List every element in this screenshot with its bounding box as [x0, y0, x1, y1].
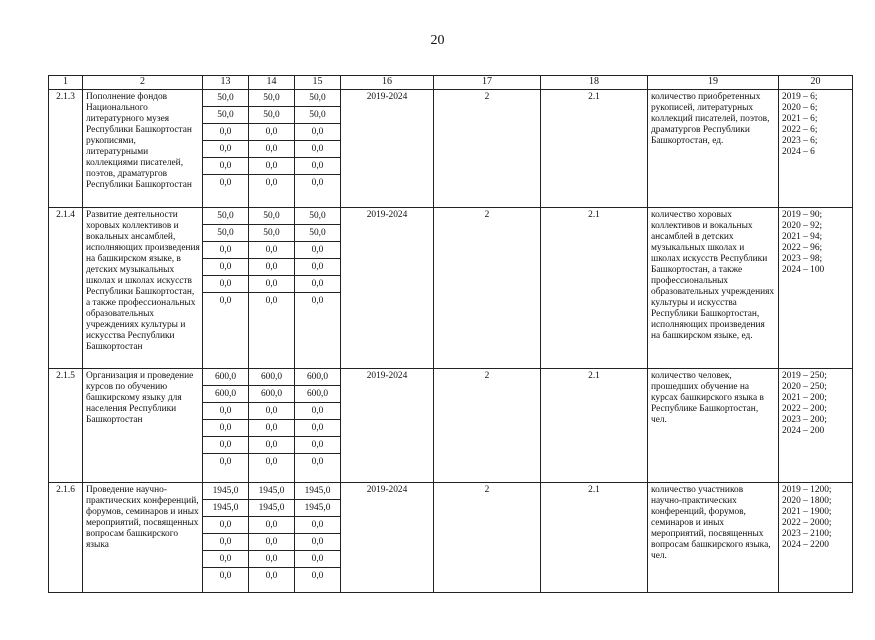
funding-value: 0,0 [249, 403, 294, 420]
funding-value: 0,0 [311, 570, 324, 581]
funding-value: 0,0 [249, 551, 294, 568]
funding-value: 0,0 [203, 534, 248, 551]
item-name: Развитие деятельности хоровых коллективов и вокальных ансамблей, исполняющих произведения на башкирском языке, в детских музыкальных школах и школах искусств Республики Башкортостан, а также профессиональных образовательных учреждениях культуры и искусства Республики Башкортостан [83, 208, 203, 369]
column-17-value: 2 [434, 483, 541, 593]
funding-value: 50,0 [295, 107, 340, 124]
funding-value: 600,0 [203, 369, 248, 386]
funding-value: 1945,0 [203, 483, 248, 500]
implementation-period: 2019-2024 [341, 90, 434, 208]
funding-value: 0,0 [295, 259, 340, 276]
target-value: 2020 – 92; [782, 221, 823, 231]
funding-value: 0,0 [203, 242, 248, 259]
target-values [779, 369, 853, 483]
target-value: 2019 – 90; [782, 210, 823, 220]
column-header-19: 19 [648, 76, 779, 90]
column-18-value: 2.1 [541, 208, 648, 369]
funding-value: 0,0 [249, 437, 294, 454]
target-value: 2024 – 6 [782, 147, 815, 157]
funding-value: 0,0 [311, 456, 324, 467]
funding-value: 0,0 [295, 276, 340, 293]
funding-value: 0,0 [311, 177, 324, 188]
item-name: Проведение научно-практических конференций, форумов, семинаров и иных мероприятий, посвященных вопросам башкирского языка [83, 483, 203, 593]
column-header-18: 18 [541, 76, 648, 90]
funding-value: 0,0 [219, 570, 232, 581]
funding-value: 0,0 [203, 551, 248, 568]
funding-column-13 [203, 369, 249, 483]
funding-value: 50,0 [249, 225, 294, 242]
funding-column-15 [295, 369, 341, 483]
target-value: 2023 – 98; [782, 254, 823, 264]
column-17-value: 2 [434, 369, 541, 483]
table-row [49, 90, 853, 208]
implementation-period: 2019-2024 [341, 369, 434, 483]
funding-value: 50,0 [295, 208, 340, 225]
column-header-13: 13 [203, 76, 249, 90]
funding-column-14 [249, 369, 295, 483]
column-17-value: 2 [434, 90, 541, 208]
target-value: 2022 – 96; [782, 243, 823, 253]
item-number: 2.1.4 [49, 208, 83, 369]
funding-value: 0,0 [249, 158, 294, 175]
target-value: 2023 – 200; [782, 415, 827, 425]
funding-value: 1945,0 [249, 500, 294, 517]
column-header-2: 2 [83, 76, 203, 90]
target-value: 2021 – 94; [782, 232, 823, 242]
column-18-value: 2.1 [541, 90, 648, 208]
target-value: 2022 – 6; [782, 125, 818, 135]
funding-value: 600,0 [295, 386, 340, 403]
item-name: Организация и проведение курсов по обучению башкирскому языку для населения Республики Башкортостан [83, 369, 203, 483]
target-value: 2022 – 200; [782, 404, 827, 414]
funding-value: 600,0 [295, 369, 340, 386]
implementation-period: 2019-2024 [341, 208, 434, 369]
funding-column-15 [295, 90, 341, 208]
funding-value: 0,0 [295, 242, 340, 259]
column-header-1: 1 [49, 76, 83, 90]
target-value: 2023 – 6; [782, 136, 818, 146]
column-18-value: 2.1 [541, 483, 648, 593]
target-value: 2024 – 200 [782, 426, 825, 436]
target-value: 2020 – 1800; [782, 496, 832, 506]
item-number: 2.1.3 [49, 90, 83, 208]
funding-column-14 [249, 208, 295, 369]
funding-value: 0,0 [203, 403, 248, 420]
funding-value: 0,0 [295, 534, 340, 551]
funding-value: 0,0 [295, 517, 340, 534]
item-name: Пополнение фондов Национального литературного музея Республики Башкортостан рукописями, литературными коллекциями писателей, поэтов, драматургов Республики Башкортостан [83, 90, 203, 208]
table-row [49, 483, 853, 593]
funding-value: 0,0 [295, 141, 340, 158]
target-value: 2020 – 6; [782, 103, 818, 113]
funding-value: 0,0 [265, 295, 278, 306]
funding-value: 0,0 [249, 259, 294, 276]
table-row [49, 208, 853, 369]
column-17-value: 2 [434, 208, 541, 369]
item-number: 2.1.6 [49, 483, 83, 593]
target-values [779, 208, 853, 369]
target-value: 2022 – 2000; [782, 518, 832, 528]
funding-value: 0,0 [295, 551, 340, 568]
indicator-text: количество человек, прошедших обучение на курсах башкирского языка в Республике Башкортостан, чел. [648, 369, 779, 483]
funding-value: 1945,0 [249, 483, 294, 500]
funding-value: 0,0 [295, 403, 340, 420]
funding-value: 0,0 [203, 158, 248, 175]
funding-column-13 [203, 90, 249, 208]
funding-value: 50,0 [249, 90, 294, 107]
funding-column-14 [249, 90, 295, 208]
item-number: 2.1.5 [49, 369, 83, 483]
funding-column-13 [203, 208, 249, 369]
funding-value: 0,0 [295, 437, 340, 454]
target-value: 2023 – 2100; [782, 529, 832, 539]
funding-value: 0,0 [203, 259, 248, 276]
target-value: 2024 – 100 [782, 265, 825, 275]
funding-column-13 [203, 483, 249, 593]
funding-value: 0,0 [219, 456, 232, 467]
funding-value: 50,0 [203, 107, 248, 124]
indicator-text: количество хоровых коллективов и вокальных ансамблей в детских музыкальных школах и школах искусств Республики Башкортостан, а также профессиональных образовательных учреждениях культуры и искусства Республики Башкортостан, исполняющих произведения на башкирском языке, ед. [648, 208, 779, 369]
funding-value: 0,0 [203, 437, 248, 454]
funding-value: 50,0 [249, 208, 294, 225]
funding-value: 0,0 [265, 456, 278, 467]
header-row [49, 76, 853, 90]
target-value: 2024 – 2200 [782, 540, 829, 550]
target-value: 2019 – 250; [782, 371, 827, 381]
funding-value: 0,0 [203, 276, 248, 293]
funding-value: 0,0 [265, 177, 278, 188]
funding-value: 0,0 [249, 534, 294, 551]
program-table [48, 75, 853, 593]
funding-value: 0,0 [249, 276, 294, 293]
target-value: 2021 – 200; [782, 393, 827, 403]
funding-value: 0,0 [249, 141, 294, 158]
funding-value: 0,0 [219, 177, 232, 188]
funding-value: 600,0 [249, 386, 294, 403]
column-header-14: 14 [249, 76, 295, 90]
page-number: 20 [430, 33, 445, 48]
funding-value: 600,0 [203, 386, 248, 403]
funding-value: 50,0 [203, 90, 248, 107]
funding-value: 0,0 [203, 141, 248, 158]
funding-value: 50,0 [295, 90, 340, 107]
column-header-16: 16 [341, 76, 434, 90]
target-value: 2021 – 1900; [782, 507, 832, 517]
funding-value: 600,0 [249, 369, 294, 386]
column-header-20: 20 [779, 76, 853, 90]
target-value: 2019 – 6; [782, 92, 818, 102]
funding-value: 0,0 [249, 420, 294, 437]
funding-value: 50,0 [203, 208, 248, 225]
funding-value: 0,0 [219, 295, 232, 306]
funding-value: 0,0 [249, 124, 294, 141]
funding-value: 50,0 [203, 225, 248, 242]
target-values [779, 90, 853, 208]
funding-column-15 [295, 483, 341, 593]
target-value: 2020 – 250; [782, 382, 827, 392]
funding-value: 1945,0 [295, 483, 340, 500]
funding-value: 0,0 [249, 517, 294, 534]
funding-value: 0,0 [203, 124, 248, 141]
indicator-text: количество участников научно-практических конференций, форумов, семинаров и иных мероприятий, посвященных вопросам башкирского языка, чел. [648, 483, 779, 593]
column-header-15: 15 [295, 76, 341, 90]
funding-value: 0,0 [203, 420, 248, 437]
column-18-value: 2.1 [541, 369, 648, 483]
funding-value: 0,0 [295, 124, 340, 141]
funding-value: 0,0 [295, 158, 340, 175]
target-value: 2021 – 6; [782, 114, 818, 124]
implementation-period: 2019-2024 [341, 483, 434, 593]
funding-value: 50,0 [249, 107, 294, 124]
target-value: 2019 – 1200; [782, 485, 832, 495]
funding-value: 0,0 [249, 242, 294, 259]
target-values [779, 483, 853, 593]
funding-value: 0,0 [295, 420, 340, 437]
funding-value: 1945,0 [295, 500, 340, 517]
column-header-17: 17 [434, 76, 541, 90]
funding-value: 0,0 [203, 517, 248, 534]
funding-value: 50,0 [295, 225, 340, 242]
funding-column-15 [295, 208, 341, 369]
funding-value: 0,0 [265, 570, 278, 581]
funding-column-14 [249, 483, 295, 593]
funding-value: 1945,0 [203, 500, 248, 517]
indicator-text: количество приобретенных рукописей, литературных коллекций писателей, поэтов, драматургов Республики Башкортостан, ед. [648, 90, 779, 208]
table-row [49, 369, 853, 483]
funding-value: 0,0 [311, 295, 324, 306]
